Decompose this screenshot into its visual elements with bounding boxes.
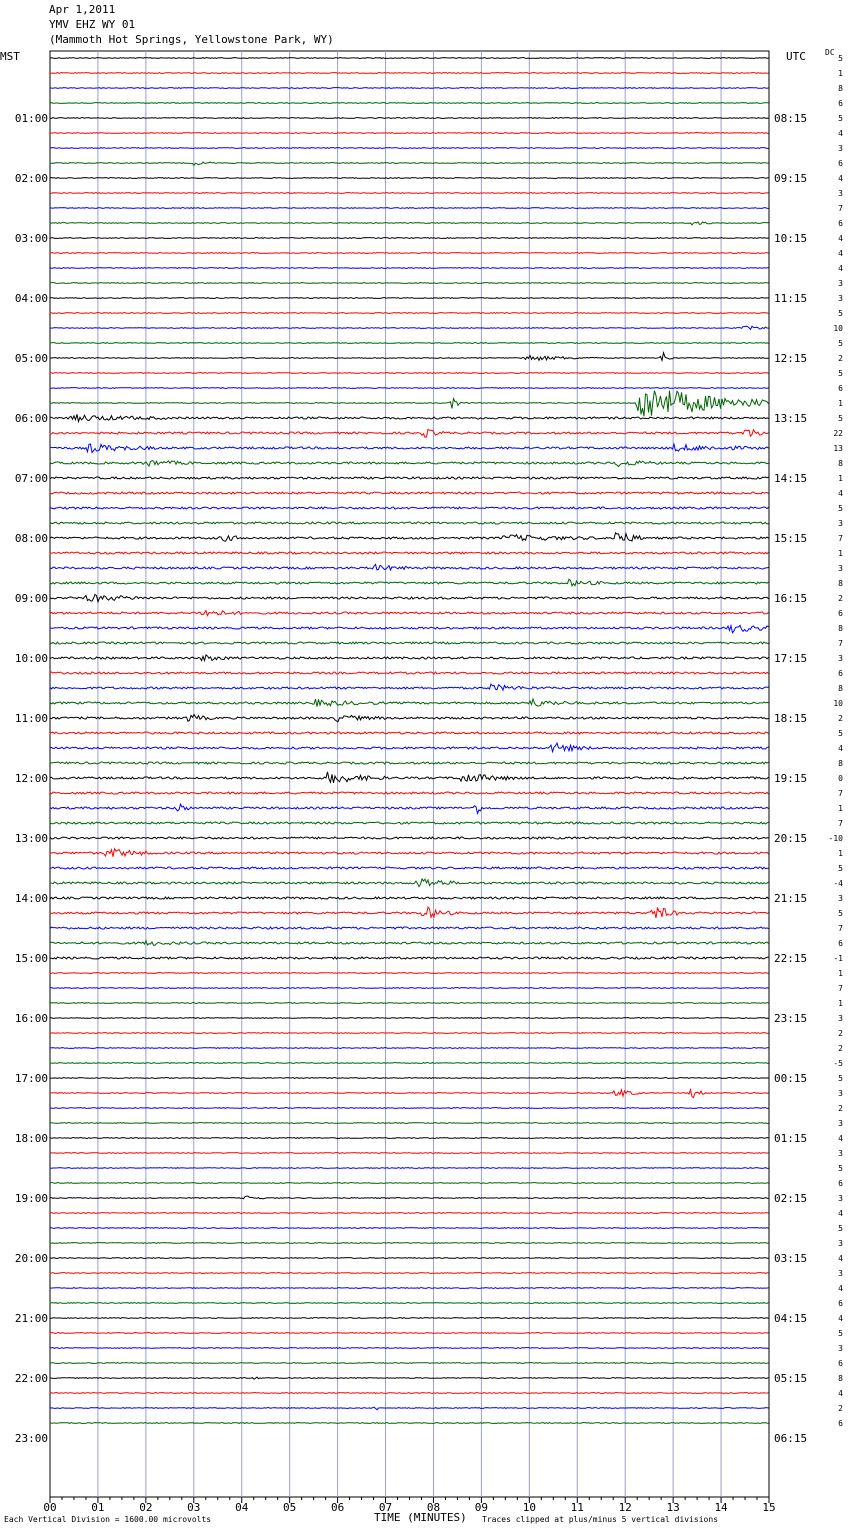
dc-offset-label: 3	[838, 1014, 843, 1023]
seismic-trace	[50, 715, 769, 722]
dc-offset-label: 5	[838, 339, 843, 348]
dc-offset-label: 5	[838, 1224, 843, 1233]
dc-offset-label: 13	[833, 444, 843, 453]
x-tick-label: 02	[139, 1501, 153, 1514]
x-tick-label: 01	[91, 1501, 105, 1514]
right-hour-label: 04:15	[774, 1312, 808, 1325]
left-hour-label: 18:00	[14, 1132, 48, 1145]
dc-offset-label: 6	[838, 1179, 843, 1188]
seismic-trace	[50, 672, 769, 674]
x-tick-label: 03	[187, 1501, 201, 1514]
seismic-trace	[50, 1213, 769, 1214]
seismic-trace	[50, 564, 769, 570]
chart-date: Apr 1,2011	[49, 3, 116, 16]
seismic-trace	[50, 73, 769, 74]
seismic-trace	[50, 684, 769, 690]
seismic-trace	[50, 492, 769, 494]
seismic-trace	[50, 1196, 769, 1199]
seismic-trace	[50, 1018, 769, 1019]
dc-offset-label: 5	[838, 309, 843, 318]
seismic-trace	[50, 988, 769, 989]
dc-offset-label: 7	[838, 639, 843, 648]
dc-offset-label: 3	[838, 654, 843, 663]
seismic-trace	[50, 655, 769, 661]
x-tick-label: 11	[570, 1501, 584, 1514]
dc-offset-label: 6	[838, 1299, 843, 1308]
seismic-trace	[50, 973, 769, 974]
dc-offset-label: 6	[838, 1419, 843, 1428]
seismic-trace	[50, 897, 769, 899]
left-hour-label: 05:00	[14, 352, 48, 365]
dc-offset-label: 5	[838, 369, 843, 378]
dc-offset-label: 8	[838, 684, 843, 693]
dc-offset-label: 3	[838, 1119, 843, 1128]
seismic-trace	[50, 444, 769, 453]
seismic-trace	[50, 88, 769, 89]
dc-offset-label: 5	[838, 1329, 843, 1338]
dc-offset-label: 6	[838, 219, 843, 228]
dc-offset-label: 1	[838, 804, 843, 813]
dc-offset-label: 6	[838, 939, 843, 948]
dc-offset-label: 10	[833, 324, 843, 333]
dc-label: DC	[825, 48, 835, 57]
dc-offset-label: 3	[838, 279, 843, 288]
seismic-trace	[50, 611, 769, 616]
left-hour-label: 03:00	[14, 232, 48, 245]
left-hour-label: 22:00	[14, 1372, 48, 1385]
dc-offset-label: 5	[838, 1074, 843, 1083]
dc-offset-label: 5	[838, 864, 843, 873]
seismic-trace	[50, 1153, 769, 1154]
dc-offset-label: 6	[838, 609, 843, 618]
dc-offset-label: 8	[838, 624, 843, 633]
seismic-trace	[50, 1348, 769, 1349]
seismic-trace	[50, 118, 769, 119]
dc-offset-label: 4	[838, 249, 843, 258]
left-hour-label: 04:00	[14, 292, 48, 305]
dc-offset-label: 7	[838, 819, 843, 828]
seismic-trace	[50, 762, 769, 764]
dc-offset-label: 8	[838, 84, 843, 93]
seismic-trace	[50, 867, 769, 869]
seismic-trace	[50, 941, 769, 946]
seismic-trace	[50, 162, 769, 165]
seismic-trace	[50, 879, 769, 887]
seismic-trace	[50, 298, 769, 299]
seismic-trace	[50, 1288, 769, 1289]
dc-offset-label: 4	[838, 1284, 843, 1293]
dc-offset-label: 1	[838, 849, 843, 858]
left-hour-label: 16:00	[14, 1012, 48, 1025]
seismic-trace	[50, 222, 769, 225]
chart-location: (Mammoth Hot Springs, Yellowstone Park, WY)	[49, 33, 334, 46]
dc-offset-label: 3	[838, 1149, 843, 1158]
dc-offset-label: 2	[838, 354, 843, 363]
dc-offset-label: 1	[838, 969, 843, 978]
seismic-trace	[50, 1258, 769, 1259]
seismic-trace	[50, 178, 769, 179]
seismic-trace	[50, 1273, 769, 1274]
seismic-trace	[50, 388, 769, 389]
left-hour-label: 09:00	[14, 592, 48, 605]
right-hour-label: 21:15	[774, 892, 808, 905]
seismic-trace	[50, 522, 769, 524]
seismic-trace	[50, 957, 769, 959]
left-hour-label: 11:00	[14, 712, 48, 725]
dc-offset-label: 3	[838, 144, 843, 153]
x-tick-label: 00	[43, 1501, 57, 1514]
x-tick-label: 13	[666, 1501, 680, 1514]
seismic-trace	[50, 927, 769, 929]
seismic-trace	[50, 1303, 769, 1304]
seismic-trace	[50, 1423, 769, 1424]
dc-offset-label: -1	[833, 954, 843, 963]
seismic-trace	[50, 1108, 769, 1109]
dc-offset-label: 22	[833, 429, 843, 438]
right-hour-label: 08:15	[774, 112, 808, 125]
dc-offset-label: 5	[838, 729, 843, 738]
right-hour-label: 13:15	[774, 412, 808, 425]
seismic-trace	[50, 391, 769, 417]
seismic-trace	[50, 1183, 769, 1184]
dc-offset-label: 1	[838, 549, 843, 558]
seismic-trace	[50, 326, 769, 329]
dc-offset-label: 4	[838, 1389, 843, 1398]
x-tick-label: 04	[235, 1501, 249, 1514]
seismic-trace	[50, 313, 769, 314]
dc-offset-label: -10	[828, 834, 843, 843]
seismic-trace	[50, 552, 769, 554]
seismic-trace	[50, 1048, 769, 1049]
dc-offset-label: 10	[833, 699, 843, 708]
right-hour-label: 06:15	[774, 1432, 808, 1445]
right-hour-label: 14:15	[774, 472, 808, 485]
left-hour-label: 10:00	[14, 652, 48, 665]
dc-offset-label: 5	[838, 909, 843, 918]
dc-offset-label: 4	[838, 174, 843, 183]
dc-offset-label: 2	[838, 1029, 843, 1038]
right-hour-label: 15:15	[774, 532, 808, 545]
seismic-trace	[50, 1078, 769, 1079]
left-hour-label: 15:00	[14, 952, 48, 965]
right-hour-label: 01:15	[774, 1132, 808, 1145]
left-hour-label: 21:00	[14, 1312, 48, 1325]
left-hour-label: 06:00	[14, 412, 48, 425]
dc-offset-label: 8	[838, 759, 843, 768]
dc-offset-label: -5	[833, 1059, 843, 1068]
seismic-trace	[50, 642, 769, 644]
left-hour-label: 13:00	[14, 832, 48, 845]
dc-offset-label: 0	[838, 774, 843, 783]
dc-offset-label: 1	[838, 399, 843, 408]
scale-note: Each Vertical Division = 1600.00 microvolts	[4, 1515, 212, 1524]
dc-offset-label: 7	[838, 204, 843, 213]
seismic-trace	[50, 238, 769, 239]
seismic-trace	[50, 1138, 769, 1139]
seismic-trace	[50, 1363, 769, 1364]
x-tick-label: 14	[714, 1501, 728, 1514]
seismic-trace	[50, 1168, 769, 1169]
dc-offset-label: 3	[838, 294, 843, 303]
seismic-trace	[50, 1063, 769, 1064]
dc-offset-label: 5	[838, 54, 843, 63]
dc-offset-label: 8	[838, 459, 843, 468]
dc-offset-label: 4	[838, 744, 843, 753]
seismic-trace	[50, 1033, 769, 1034]
right-hour-label: 10:15	[774, 232, 808, 245]
dc-offset-label: 8	[838, 1374, 843, 1383]
seismic-trace	[50, 58, 769, 59]
dc-offset-label: 2	[838, 714, 843, 723]
right-timezone-label: UTC	[786, 50, 806, 63]
dc-offset-label: 6	[838, 1359, 843, 1368]
dc-offset-label: 6	[838, 159, 843, 168]
dc-offset-label: 4	[838, 1209, 843, 1218]
seismic-trace	[50, 849, 769, 857]
seismic-trace	[50, 1228, 769, 1229]
dc-offset-label: 5	[838, 1164, 843, 1173]
dc-offset-label: 5	[838, 114, 843, 123]
dc-offset-label: 2	[838, 1104, 843, 1113]
dc-offset-label: 3	[838, 1089, 843, 1098]
seismic-trace	[50, 103, 769, 104]
right-hour-label: 19:15	[774, 772, 808, 785]
seismic-trace	[50, 268, 769, 269]
seismic-trace	[50, 343, 769, 344]
seismic-trace	[50, 1090, 769, 1098]
dc-offset-label: 6	[838, 669, 843, 678]
seismic-trace	[50, 837, 769, 839]
seismic-trace	[50, 772, 769, 783]
dc-offset-label: 7	[838, 924, 843, 933]
seismic-trace	[50, 133, 769, 134]
seismic-trace	[50, 804, 769, 813]
right-hour-label: 22:15	[774, 952, 808, 965]
left-hour-label: 01:00	[14, 112, 48, 125]
dc-offset-label: 4	[838, 264, 843, 273]
seismic-trace	[50, 283, 769, 284]
dc-offset-label: 7	[838, 789, 843, 798]
dc-offset-label: 4	[838, 1314, 843, 1323]
right-hour-label: 09:15	[774, 172, 808, 185]
seismic-trace	[50, 595, 769, 602]
seismic-trace	[50, 1318, 769, 1319]
seismic-trace	[50, 208, 769, 209]
seismic-trace	[50, 1333, 769, 1334]
dc-offset-label: 4	[838, 1254, 843, 1263]
seismic-trace	[50, 253, 769, 254]
seismic-trace	[50, 1243, 769, 1244]
left-hour-label: 08:00	[14, 532, 48, 545]
dc-offset-label: 5	[838, 414, 843, 423]
right-hour-label: 20:15	[774, 832, 808, 845]
dc-offset-label: 3	[838, 1344, 843, 1353]
seismic-trace	[50, 1003, 769, 1004]
seismic-trace	[50, 822, 769, 824]
right-hour-label: 17:15	[774, 652, 808, 665]
dc-offset-label: 3	[838, 519, 843, 528]
x-tick-label: 08	[426, 1501, 441, 1514]
dc-offset-label: 4	[838, 489, 843, 498]
seismic-trace	[50, 429, 769, 437]
seismic-trace	[50, 373, 769, 374]
x-tick-label: 05	[283, 1501, 297, 1514]
dc-offset-label: 2	[838, 1404, 843, 1413]
seismic-trace	[50, 579, 769, 586]
x-tick-label: 06	[330, 1501, 345, 1514]
x-tick-label: 07	[378, 1501, 393, 1514]
right-hour-label: 12:15	[774, 352, 808, 365]
x-tick-label: 10	[522, 1501, 536, 1514]
right-hour-label: 11:15	[774, 292, 808, 305]
left-hour-label: 19:00	[14, 1192, 48, 1205]
left-hour-label: 20:00	[14, 1252, 48, 1265]
seismic-trace	[50, 1377, 769, 1379]
left-hour-label: 12:00	[14, 772, 48, 785]
x-axis-label: TIME (MINUTES)	[374, 1511, 467, 1524]
x-tick-label: 09	[474, 1501, 489, 1514]
left-hour-label: 07:00	[14, 472, 48, 485]
seismic-trace	[50, 699, 769, 707]
seismic-trace	[50, 533, 769, 542]
dc-offset-label: 4	[838, 234, 843, 243]
x-tick-label: 12	[618, 1501, 632, 1514]
right-hour-label: 05:15	[774, 1372, 808, 1385]
dc-offset-label: 7	[838, 984, 843, 993]
left-hour-label: 23:00	[14, 1432, 48, 1445]
dc-offset-label: 2	[838, 1044, 843, 1053]
dc-offset-label: 1	[838, 474, 843, 483]
dc-offset-label: 3	[838, 1239, 843, 1248]
dc-offset-label: 8	[838, 579, 843, 588]
dc-offset-label: 4	[838, 1134, 843, 1143]
dc-offset-label: 3	[838, 564, 843, 573]
seismic-trace	[50, 353, 769, 361]
dc-offset-label: -4	[833, 879, 843, 888]
right-hour-label: 18:15	[774, 712, 808, 725]
dc-offset-label: 7	[838, 534, 843, 543]
seismic-trace	[50, 1393, 769, 1394]
seismic-trace	[50, 625, 769, 632]
dc-offset-label: 1	[838, 69, 843, 78]
left-timezone-label: MST	[0, 50, 20, 63]
right-hour-label: 00:15	[774, 1072, 808, 1085]
seismic-trace	[50, 507, 769, 509]
seismic-trace	[50, 477, 769, 479]
right-hour-label: 03:15	[774, 1252, 808, 1265]
dc-offset-label: 3	[838, 1194, 843, 1203]
dc-offset-label: 2	[838, 594, 843, 603]
dc-offset-label: 1	[838, 999, 843, 1008]
seismic-trace	[50, 743, 769, 752]
dc-offset-label: 6	[838, 99, 843, 108]
seismic-trace	[50, 792, 769, 794]
right-hour-label: 16:15	[774, 592, 808, 605]
seismic-trace	[50, 461, 769, 467]
seismic-trace	[50, 193, 769, 194]
dc-offset-label: 3	[838, 894, 843, 903]
dc-offset-label: 4	[838, 129, 843, 138]
seismic-trace	[50, 148, 769, 149]
x-tick-label: 15	[762, 1501, 776, 1514]
dc-offset-label: 3	[838, 1269, 843, 1278]
dc-offset-label: 5	[838, 504, 843, 513]
left-hour-label: 14:00	[14, 892, 48, 905]
dc-offset-label: 3	[838, 189, 843, 198]
right-hour-label: 02:15	[774, 1192, 808, 1205]
seismic-trace	[50, 414, 769, 421]
seismic-trace	[50, 907, 769, 918]
seismic-trace	[50, 732, 769, 734]
clip-note: Traces clipped at plus/minus 5 vertical divisions	[482, 1515, 719, 1524]
seismic-trace	[50, 1123, 769, 1124]
right-hour-label: 23:15	[774, 1012, 808, 1025]
left-hour-label: 02:00	[14, 172, 48, 185]
chart-station: YMV EHZ WY 01	[49, 18, 136, 31]
left-hour-label: 17:00	[14, 1072, 48, 1085]
seismic-trace	[50, 1407, 769, 1410]
dc-offset-label: 6	[838, 384, 843, 393]
